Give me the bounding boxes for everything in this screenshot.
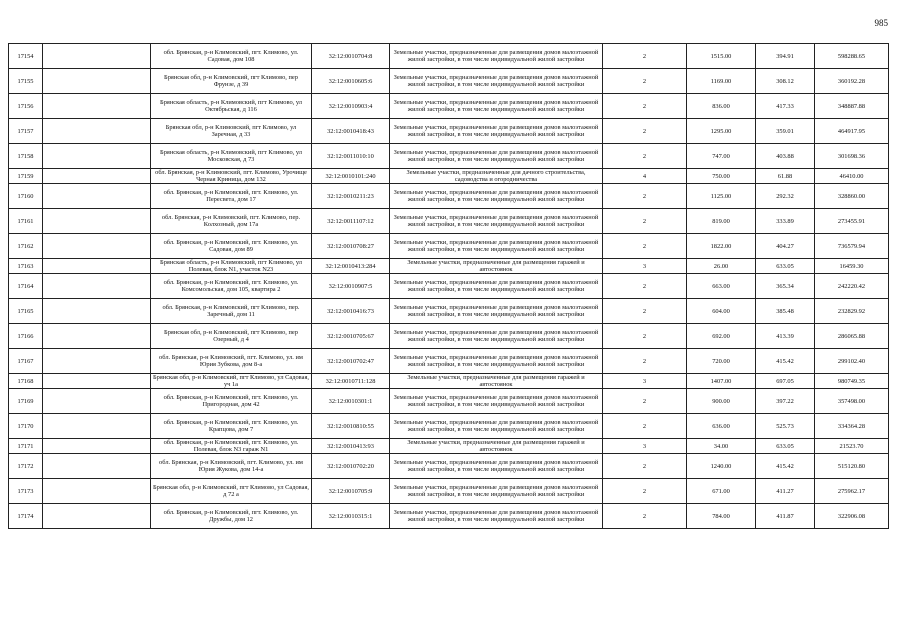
table-row	[9, 44, 889, 69]
table-row	[9, 69, 889, 94]
spacer-cell	[43, 374, 151, 389]
address-cell: Брянская обл, р-н Климовский, пгт Климово, пер Фрунзе, д 39	[151, 69, 312, 94]
address-cell: Брянская обл, р-н Климовский, пгт Климово, пер Озерный, д 4	[151, 324, 312, 349]
cadastral-value-cell: 598288.65	[815, 44, 889, 69]
rate-cell: 61.88	[756, 169, 815, 184]
spacer-cell	[43, 144, 151, 169]
area-cell: 604.00	[687, 299, 756, 324]
land-use-cell: Земельные участки, предназначенные для размещения гаражей и автостоянок	[390, 374, 603, 389]
table-row	[9, 374, 889, 389]
group-cell: 2	[603, 349, 687, 374]
address-cell: обл. Брянская, р-н Климовский, пгт. Климово, ул. Пригородная, дом 42	[151, 389, 312, 414]
table-row	[9, 234, 889, 259]
area-cell: 26.00	[687, 259, 756, 274]
group-cell: 4	[603, 169, 687, 184]
table-row	[9, 454, 889, 479]
rate-cell: 633.05	[756, 259, 815, 274]
row-number-cell: 17174	[9, 504, 43, 529]
spacer-cell	[43, 169, 151, 184]
address-cell: обл. Брянская, р-н Климовский, пгт. Климово, ул. Пересвета, дом 17	[151, 184, 312, 209]
land-use-cell: Земельные участки, предназначенные для размещения домов малоэтажной жилой застройки, в том числе индивидуальной жилой застройки	[390, 349, 603, 374]
cadastral-value-cell: 515120.80	[815, 454, 889, 479]
area-cell: 692.00	[687, 324, 756, 349]
rate-cell: 292.32	[756, 184, 815, 209]
land-use-cell: Земельные участки, предназначенные для размещения гаражей и автостоянок	[390, 259, 603, 274]
land-use-cell: Земельные участки, предназначенные для размещения домов малоэтажной жилой застройки, в том числе индивидуальной жилой застройки	[390, 324, 603, 349]
address-cell: обл. Брянская, р-н Климовский, пгт. Климово, пер. Колхозный, дом 17а	[151, 209, 312, 234]
land-use-cell: Земельные участки, предназначенные для размещения домов малоэтажной жилой застройки, в том числе индивидуальной жилой застройки	[390, 94, 603, 119]
area-cell: 1295.00	[687, 119, 756, 144]
spacer-cell	[43, 454, 151, 479]
spacer-cell	[43, 479, 151, 504]
land-use-cell: Земельные участки, предназначенные для размещения домов малоэтажной жилой застройки, в том числе индивидуальной жилой застройки	[390, 299, 603, 324]
cadastral-value-cell: 46410.00	[815, 169, 889, 184]
rate-cell: 308.12	[756, 69, 815, 94]
land-use-cell: Земельные участки, предназначенные для дачного строительства, садоводства и огородничества	[390, 169, 603, 184]
cadastral-number-cell: 32:12:0010704:8	[312, 44, 390, 69]
cadastral-number-cell: 32:12:0010705:67	[312, 324, 390, 349]
land-use-cell: Земельные участки, предназначенные для размещения домов малоэтажной жилой застройки, в том числе индивидуальной жилой застройки	[390, 414, 603, 439]
rate-cell: 415.42	[756, 454, 815, 479]
table-row	[9, 299, 889, 324]
spacer-cell	[43, 349, 151, 374]
cadastral-number-cell: 32:12:0010708:27	[312, 234, 390, 259]
land-use-cell: Земельные участки, предназначенные для размещения домов малоэтажной жилой застройки, в том числе индивидуальной жилой застройки	[390, 389, 603, 414]
rate-cell: 525.73	[756, 414, 815, 439]
cadastral-number-cell: 32:12:0010315:1	[312, 504, 390, 529]
table-row	[9, 144, 889, 169]
land-use-cell: Земельные участки, предназначенные для размещения домов малоэтажной жилой застройки, в том числе индивидуальной жилой застройки	[390, 479, 603, 504]
spacer-cell	[43, 184, 151, 209]
spacer-cell	[43, 389, 151, 414]
row-number-cell: 17166	[9, 324, 43, 349]
area-cell: 671.00	[687, 479, 756, 504]
group-cell: 2	[603, 454, 687, 479]
area-cell: 1125.00	[687, 184, 756, 209]
row-number-cell: 17173	[9, 479, 43, 504]
area-cell: 819.00	[687, 209, 756, 234]
row-number-cell: 17165	[9, 299, 43, 324]
area-cell: 1169.00	[687, 69, 756, 94]
rate-cell: 404.27	[756, 234, 815, 259]
address-cell: обл. Брянская, р-н Климовский, пгт. Климово, ул. Крапцова, дом 7	[151, 414, 312, 439]
cadastral-number-cell: 32:12:0010605:6	[312, 69, 390, 94]
area-cell: 720.00	[687, 349, 756, 374]
group-cell: 2	[603, 69, 687, 94]
group-cell: 2	[603, 209, 687, 234]
group-cell: 2	[603, 44, 687, 69]
land-use-cell: Земельные участки, предназначенные для размещения гаражей и автостоянок	[390, 439, 603, 454]
spacer-cell	[43, 209, 151, 234]
spacer-cell	[43, 234, 151, 259]
row-number-cell: 17161	[9, 209, 43, 234]
area-cell: 900.00	[687, 389, 756, 414]
cadastral-value-cell: 348887.88	[815, 94, 889, 119]
land-use-cell: Земельные участки, предназначенные для размещения домов малоэтажной жилой застройки, в том числе индивидуальной жилой застройки	[390, 504, 603, 529]
table-row	[9, 94, 889, 119]
land-use-cell: Земельные участки, предназначенные для размещения домов малоэтажной жилой застройки, в том числе индивидуальной жилой застройки	[390, 234, 603, 259]
address-cell: обл. Брянская, р-н Климовский, пгт. Климово, ул. Дружбы, дом 12	[151, 504, 312, 529]
rate-cell: 394.91	[756, 44, 815, 69]
group-cell: 2	[603, 299, 687, 324]
spacer-cell	[43, 504, 151, 529]
cadastral-value-cell: 301698.36	[815, 144, 889, 169]
rate-cell: 413.39	[756, 324, 815, 349]
rate-cell: 403.88	[756, 144, 815, 169]
group-cell: 2	[603, 94, 687, 119]
group-cell: 2	[603, 184, 687, 209]
group-cell: 2	[603, 414, 687, 439]
table-row	[9, 274, 889, 299]
group-cell: 2	[603, 389, 687, 414]
rate-cell: 633.05	[756, 439, 815, 454]
rate-cell: 359.01	[756, 119, 815, 144]
address-cell: Брянская обл, р-н Климовский, пгт Климово, ул Садовая, д 72 а	[151, 479, 312, 504]
cadastral-value-cell: 16459.30	[815, 259, 889, 274]
rate-cell: 397.22	[756, 389, 815, 414]
group-cell: 2	[603, 479, 687, 504]
rate-cell: 411.87	[756, 504, 815, 529]
area-cell: 34.00	[687, 439, 756, 454]
area-cell: 1822.00	[687, 234, 756, 259]
cadastral-value-cell: 360192.28	[815, 69, 889, 94]
table-row	[9, 414, 889, 439]
cadastral-value-cell: 299102.40	[815, 349, 889, 374]
spacer-cell	[43, 324, 151, 349]
area-cell: 1240.00	[687, 454, 756, 479]
cadastral-number-cell: 32:12:0011107:12	[312, 209, 390, 234]
cadastral-number-cell: 32:12:0010903:4	[312, 94, 390, 119]
rate-cell: 365.34	[756, 274, 815, 299]
group-cell: 2	[603, 324, 687, 349]
cadastral-value-cell: 357498.00	[815, 389, 889, 414]
group-cell: 2	[603, 144, 687, 169]
table-row	[9, 259, 889, 274]
cadastral-value-cell: 464917.95	[815, 119, 889, 144]
table-row	[9, 169, 889, 184]
address-cell: обл. Брянская, р-н Климовский, пгт. Климово, ул. Садовая, дом 108	[151, 44, 312, 69]
cadastral-value-cell: 322906.08	[815, 504, 889, 529]
table-row	[9, 324, 889, 349]
cadastral-value-cell: 232829.92	[815, 299, 889, 324]
address-cell: Брянская обл, р-н Климовский, пгт Климово, ул Заречная, д 33	[151, 119, 312, 144]
group-cell: 3	[603, 374, 687, 389]
row-number-cell: 17157	[9, 119, 43, 144]
cadastral-value-cell: 980749.35	[815, 374, 889, 389]
spacer-cell	[43, 259, 151, 274]
rate-cell: 411.27	[756, 479, 815, 504]
row-number-cell: 17158	[9, 144, 43, 169]
table-row	[9, 349, 889, 374]
table-row	[9, 184, 889, 209]
cadastral-value-cell: 273455.91	[815, 209, 889, 234]
land-use-cell: Земельные участки, предназначенные для размещения домов малоэтажной жилой застройки, в том числе индивидуальной жилой застройки	[390, 69, 603, 94]
land-use-cell: Земельные участки, предназначенные для размещения домов малоэтажной жилой застройки, в том числе индивидуальной жилой застройки	[390, 274, 603, 299]
land-use-cell: Земельные участки, предназначенные для размещения домов малоэтажной жилой застройки, в том числе индивидуальной жилой застройки	[390, 209, 603, 234]
area-cell: 1515.00	[687, 44, 756, 69]
table-row	[9, 389, 889, 414]
area-cell: 750.00	[687, 169, 756, 184]
row-number-cell: 17171	[9, 439, 43, 454]
rate-cell: 415.42	[756, 349, 815, 374]
table-row	[9, 479, 889, 504]
cadastral-value-cell: 286065.88	[815, 324, 889, 349]
address-cell: Брянская область, р-н Климовский, пгт Климово, ул Октябрьская, д 116	[151, 94, 312, 119]
spacer-cell	[43, 94, 151, 119]
address-cell: обл. Брянская, р-н Климовский, пгт. Климово, ул. Полевая, блок N3 гараж N1	[151, 439, 312, 454]
address-cell: Брянская область, р-н Климовский, пгт Климово, ул Московская, д 73	[151, 144, 312, 169]
land-use-cell: Земельные участки, предназначенные для размещения домов малоэтажной жилой застройки, в том числе индивидуальной жилой застройки	[390, 454, 603, 479]
row-number-cell: 17156	[9, 94, 43, 119]
row-number-cell: 17162	[9, 234, 43, 259]
cadastral-value-cell: 275962.17	[815, 479, 889, 504]
land-use-cell: Земельные участки, предназначенные для размещения домов малоэтажной жилой застройки, в том числе индивидуальной жилой застройки	[390, 144, 603, 169]
rate-cell: 333.89	[756, 209, 815, 234]
cadastral-number-cell: 32:12:0010702:47	[312, 349, 390, 374]
group-cell: 2	[603, 504, 687, 529]
spacer-cell	[43, 119, 151, 144]
row-number-cell: 17154	[9, 44, 43, 69]
cadastral-number-cell: 32:12:0010416:73	[312, 299, 390, 324]
row-number-cell: 17169	[9, 389, 43, 414]
area-cell: 784.00	[687, 504, 756, 529]
cadastral-number-cell: 32:12:0010101:240	[312, 169, 390, 184]
group-cell: 3	[603, 259, 687, 274]
area-cell: 836.00	[687, 94, 756, 119]
spacer-cell	[43, 44, 151, 69]
rate-cell: 697.05	[756, 374, 815, 389]
cadastral-number-cell: 32:12:0011010:10	[312, 144, 390, 169]
cadastral-value-cell: 736579.94	[815, 234, 889, 259]
cadastral-number-cell: 32:12:0010702:20	[312, 454, 390, 479]
group-cell: 3	[603, 439, 687, 454]
spacer-cell	[43, 439, 151, 454]
row-number-cell: 17164	[9, 274, 43, 299]
area-cell: 663.00	[687, 274, 756, 299]
row-number-cell: 17160	[9, 184, 43, 209]
group-cell: 2	[603, 234, 687, 259]
row-number-cell: 17172	[9, 454, 43, 479]
row-number-cell: 17159	[9, 169, 43, 184]
land-registry-table	[8, 43, 889, 529]
table-row	[9, 209, 889, 234]
cadastral-value-cell: 334364.28	[815, 414, 889, 439]
address-cell: обл. Брянская, р-н Климовский, пгт. Климово, Урочище Черная Криница, дом 132	[151, 169, 312, 184]
cadastral-number-cell: 32:12:0010711:128	[312, 374, 390, 389]
table-row	[9, 119, 889, 144]
cadastral-number-cell: 32:12:0010211:23	[312, 184, 390, 209]
row-number-cell: 17168	[9, 374, 43, 389]
area-cell: 636.00	[687, 414, 756, 439]
row-number-cell: 17170	[9, 414, 43, 439]
land-use-cell: Земельные участки, предназначенные для размещения домов малоэтажной жилой застройки, в том числе индивидуальной жилой застройки	[390, 119, 603, 144]
address-cell: обл. Брянская, р-н Климовский, пгт. Климово, ул. Комсомольская, дом 105, квартира 2	[151, 274, 312, 299]
address-cell: обл. Брянская, р-н Климовский, пгт. Климово, ул. им Юрия Зубкова, дом 8-а	[151, 349, 312, 374]
spacer-cell	[43, 299, 151, 324]
cadastral-number-cell: 32:12:0010413:284	[312, 259, 390, 274]
rate-cell: 385.48	[756, 299, 815, 324]
spacer-cell	[43, 274, 151, 299]
address-cell: Брянская область, р-н Климовский, пгт Климово, ул Полевая, блок N1, участок N23	[151, 259, 312, 274]
land-use-cell: Земельные участки, предназначенные для размещения домов малоэтажной жилой застройки, в том числе индивидуальной жилой застройки	[390, 44, 603, 69]
rate-cell: 417.33	[756, 94, 815, 119]
spacer-cell	[43, 414, 151, 439]
land-use-cell: Земельные участки, предназначенные для размещения домов малоэтажной жилой застройки, в том числе индивидуальной жилой застройки	[390, 184, 603, 209]
row-number-cell: 17163	[9, 259, 43, 274]
address-cell: Брянская обл, р-н Климовский, пгт Климово, ул Садовая, уч 1а	[151, 374, 312, 389]
group-cell: 2	[603, 274, 687, 299]
cadastral-number-cell: 32:12:0010301:1	[312, 389, 390, 414]
cadastral-number-cell: 32:12:0010810:55	[312, 414, 390, 439]
address-cell: обл. Брянская, р-н Климовский, пгт. Климово, ул. им Юрия Жукова, дом 14-а	[151, 454, 312, 479]
cadastral-value-cell: 21523.70	[815, 439, 889, 454]
table-row	[9, 504, 889, 529]
table-row	[9, 439, 889, 454]
address-cell: обл. Брянская, р-н Климовский, пгт. Климово, ул. Садовая, дом 89	[151, 234, 312, 259]
cadastral-value-cell: 242220.42	[815, 274, 889, 299]
area-cell: 747.00	[687, 144, 756, 169]
area-cell: 1407.00	[687, 374, 756, 389]
cadastral-number-cell: 32:12:0010907:5	[312, 274, 390, 299]
cadastral-value-cell: 328860.00	[815, 184, 889, 209]
address-cell: обл. Брянская, р-н Климовский, пгт Климово, пер. Заречный, дом 11	[151, 299, 312, 324]
spacer-cell	[43, 69, 151, 94]
cadastral-number-cell: 32:12:0010418:43	[312, 119, 390, 144]
cadastral-number-cell: 32:12:0010413:93	[312, 439, 390, 454]
row-number-cell: 17155	[9, 69, 43, 94]
row-number-cell: 17167	[9, 349, 43, 374]
cadastral-number-cell: 32:12:0010705:9	[312, 479, 390, 504]
group-cell: 2	[603, 119, 687, 144]
page-number: 985	[874, 18, 888, 28]
